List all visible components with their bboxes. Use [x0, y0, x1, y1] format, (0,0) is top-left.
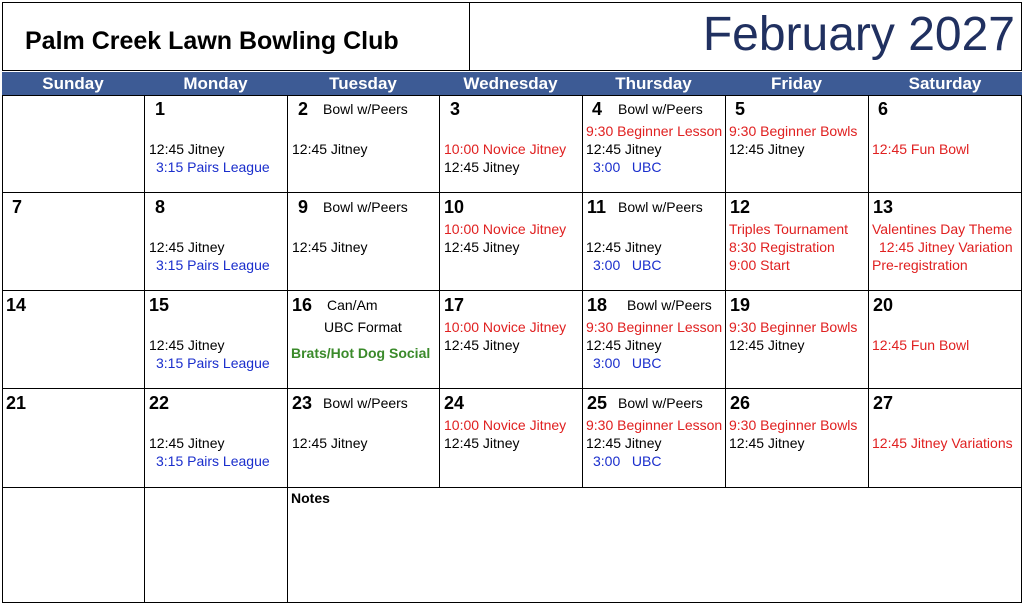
event: Triples Tournament	[729, 221, 849, 237]
event: 12:45 Jitney	[729, 141, 805, 157]
event: Pre-registration	[872, 257, 968, 273]
weekday-monday: Monday	[183, 74, 248, 93]
month-title-box	[470, 2, 1022, 71]
weekday-wednesday: Wednesday	[463, 74, 558, 93]
club-name-box	[2, 2, 470, 71]
event: Bowl w/Peers	[323, 101, 408, 117]
day-number: 18	[587, 295, 608, 315]
event: 12:45 Jitney	[292, 435, 368, 451]
event: 9:00 Start	[729, 257, 790, 273]
weekday-friday: Friday	[770, 74, 823, 93]
day-number: 27	[873, 393, 894, 413]
month-title: February 2027	[702, 8, 1015, 61]
grid-line	[725, 95, 726, 487]
day-number: 24	[444, 393, 465, 413]
event: 12:45 Jitney	[444, 435, 520, 451]
day-number: 6	[878, 99, 889, 119]
grid-line	[287, 95, 288, 603]
grid-line	[439, 95, 440, 487]
day-number: 3	[450, 99, 461, 119]
event: 9:30 Beginner Lesson	[586, 319, 723, 335]
day-number: 21	[6, 393, 27, 413]
grid-line	[2, 290, 1022, 291]
grid-line	[144, 95, 145, 603]
day-number: 15	[149, 295, 170, 315]
event: 12:45 Fun Bowl	[872, 141, 970, 157]
weekday-tuesday: Tuesday	[329, 74, 397, 93]
day-number: 9	[298, 197, 309, 217]
event: 3:00 UBC	[593, 159, 662, 175]
weekday-saturday: Saturday	[908, 74, 982, 93]
event: 12:45 Jitney	[149, 239, 225, 255]
event: 12:45 Jitney	[729, 435, 805, 451]
event: 10:00 Novice Jitney	[444, 417, 567, 433]
event: 3:00 UBC	[593, 355, 662, 371]
notes-label: Notes	[291, 490, 330, 506]
event: 3:15 Pairs League	[156, 453, 270, 469]
grid-line	[2, 192, 1022, 193]
event: 3:15 Pairs League	[156, 257, 270, 273]
day-number: 12	[730, 197, 751, 217]
event: 12:45 Jitney	[149, 435, 225, 451]
event: 9:30 Beginner Bowls	[729, 319, 858, 335]
event: 9:30 Beginner Bowls	[729, 123, 858, 139]
event: 3:00 UBC	[593, 453, 662, 469]
event: 12:45 Jitney	[586, 435, 662, 451]
day-number: 26	[730, 393, 751, 413]
event: 10:00 Novice Jitney	[444, 319, 567, 335]
grid-line	[868, 95, 869, 487]
day-number: 13	[873, 197, 894, 217]
event: 3:00 UBC	[593, 257, 662, 273]
event: Valentines Day Theme	[872, 221, 1013, 237]
event: 12:45 Jitney	[292, 141, 368, 157]
event: Bowl w/Peers	[323, 395, 408, 411]
event: 12:45 Jitney	[586, 141, 662, 157]
grid-line	[2, 388, 1022, 389]
grid-line	[2, 95, 1022, 96]
grid-line	[2, 602, 1022, 603]
day-number: 5	[735, 99, 746, 119]
day-number: 23	[292, 393, 313, 413]
event: 10:00 Novice Jitney	[444, 141, 567, 157]
event: 9:30 Beginner Lesson	[586, 123, 723, 139]
grid-line	[2, 95, 3, 603]
event: UBC Format	[324, 319, 402, 335]
event: 12:45 Jitney	[586, 239, 662, 255]
club-name: Palm Creek Lawn Bowling Club	[25, 27, 399, 55]
day-number: 4	[592, 99, 603, 119]
grid-line	[582, 95, 583, 487]
event: 12:45 Jitney	[292, 239, 368, 255]
day-number: 22	[149, 393, 170, 413]
event: 12:45 Jitney	[444, 159, 520, 175]
event: 12:45 Jitney Variations	[872, 435, 1013, 451]
weekday-thursday: Thursday	[615, 74, 692, 93]
day-number: 14	[6, 295, 27, 315]
event: 12:45 Jitney	[444, 337, 520, 353]
event: 12:45 Jitney	[149, 141, 225, 157]
day-number: 17	[444, 295, 465, 315]
event: 12:45 Fun Bowl	[872, 337, 970, 353]
event: 8:30 Registration	[729, 239, 835, 255]
event: Bowl w/Peers	[627, 297, 712, 313]
event: 9:30 Beginner Bowls	[729, 417, 858, 433]
day-number: 10	[444, 197, 465, 217]
weekday-sunday: Sunday	[42, 74, 104, 93]
event: 12:45 Jitney	[586, 337, 662, 353]
event: Bowl w/Peers	[618, 395, 703, 411]
grid-line	[1021, 95, 1022, 603]
day-number: 1	[155, 99, 166, 119]
event: 9:30 Beginner Lesson	[586, 417, 723, 433]
event: 3:15 Pairs League	[156, 355, 270, 371]
day-number: 11	[587, 197, 607, 217]
event: Bowl w/Peers	[618, 101, 703, 117]
day-number: 25	[587, 393, 608, 413]
event: Can/Am	[327, 297, 378, 313]
event: Bowl w/Peers	[323, 199, 408, 215]
day-number: 7	[12, 197, 23, 217]
event: 12:45 Jitney Variation	[879, 239, 1013, 255]
grid-line	[2, 487, 1022, 488]
weekday-header-bar	[2, 72, 1022, 95]
event: 3:15 Pairs League	[156, 159, 270, 175]
day-number: 19	[730, 295, 751, 315]
day-number: 2	[298, 99, 309, 119]
event: 12:45 Jitney	[149, 337, 225, 353]
event: 12:45 Jitney	[729, 337, 805, 353]
day-number: 16	[292, 295, 313, 315]
day-number: 8	[155, 197, 166, 217]
day-number: 20	[873, 295, 894, 315]
event: Brats/Hot Dog Social	[291, 345, 431, 361]
event: 12:45 Jitney	[444, 239, 520, 255]
event: Bowl w/Peers	[618, 199, 703, 215]
event: 10:00 Novice Jitney	[444, 221, 567, 237]
